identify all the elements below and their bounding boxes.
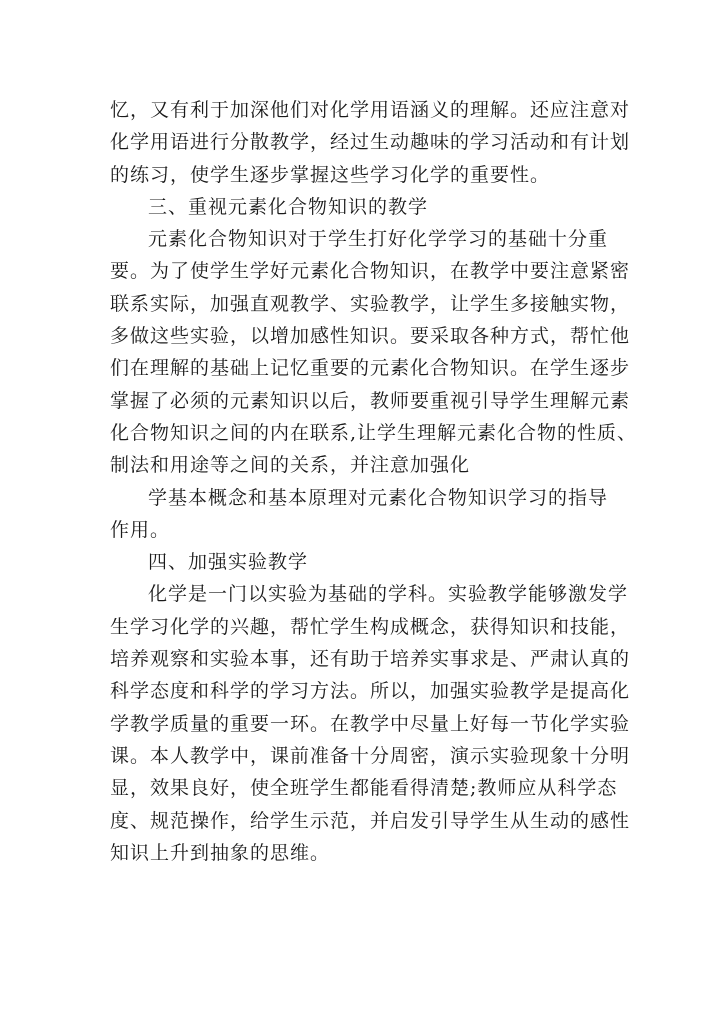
paragraph-line: 知识上升到抽象的思维。 <box>110 841 331 864</box>
paragraph-line: 科学态度和科学的学习方法。所以，加强实验教学是提高化 <box>110 680 631 703</box>
paragraph-line-indented: 四、加强实验教学 <box>148 551 309 574</box>
paragraph-line-indented: 元素化合物知识对于学生打好化学学习的基础十分重 <box>148 228 609 251</box>
paragraph-line: 课。本人教学中，课前准备十分周密，演示实验现象十分明 <box>110 744 631 767</box>
body-text <box>110 94 638 869</box>
paragraph-line: 化学用语进行分散教学，经过生动趣味的学习活动和有计划 <box>110 131 631 154</box>
paragraph-line-indented: 三、重视元素化合物知识的教学 <box>148 195 429 218</box>
paragraph-line: 要。为了使学生学好元素化合物知识，在教学中要注意紧密 <box>110 260 631 283</box>
paragraph-line: 忆，又有利于加深他们对化学用语涵义的理解。还应注意对 <box>110 99 631 121</box>
paragraph-line: 学教学质量的重要一环。在教学中尽量上好每一节化学实验 <box>110 712 631 735</box>
paragraph-line-indented: 学基本概念和基本原理对元素化合物知识学习的指导 <box>148 486 609 509</box>
paragraph-line: 掌握了必须的元素知识以后，教师要重视引导学生理解元素 <box>110 389 631 412</box>
paragraph-line: 多做这些实验，以增加感性知识。要采取各种方式，帮忙他 <box>110 325 631 348</box>
paragraph-line: 培养观察和实验本事，还有助于培养实事求是、严肃认真的 <box>110 648 631 671</box>
paragraph-line: 生学习化学的兴趣，帮忙学生构成概念，获得知识和技能， <box>110 615 631 638</box>
paragraph-line: 联系实际，加强直观教学、实验教学，让学生多接触实物， <box>110 292 631 315</box>
paragraph-line: 度、规范操作，给学生示范，并启发引导学生从生动的感性 <box>110 809 631 832</box>
paragraph-line: 化合物知识之间的内在联系,让学生理解元素化合物的性质、 <box>110 421 638 444</box>
paragraph-line: 作用。 <box>110 518 171 541</box>
paragraph-line: 们在理解的基础上记忆重要的元素化合物知识。在学生逐步 <box>110 357 631 380</box>
paragraph-line: 显，效果良好，使全班学生都能看得清楚;教师应从科学态 <box>110 777 618 800</box>
paragraph-line: 制法和用途等之间的关系，并注意加强化 <box>110 454 471 477</box>
paragraph-line-indented: 化学是一门以实验为基础的学科。实验教学能够激发学 <box>148 583 629 606</box>
paragraph-line: 的练习，使学生逐步掌握这些学习化学的重要性。 <box>110 163 551 186</box>
